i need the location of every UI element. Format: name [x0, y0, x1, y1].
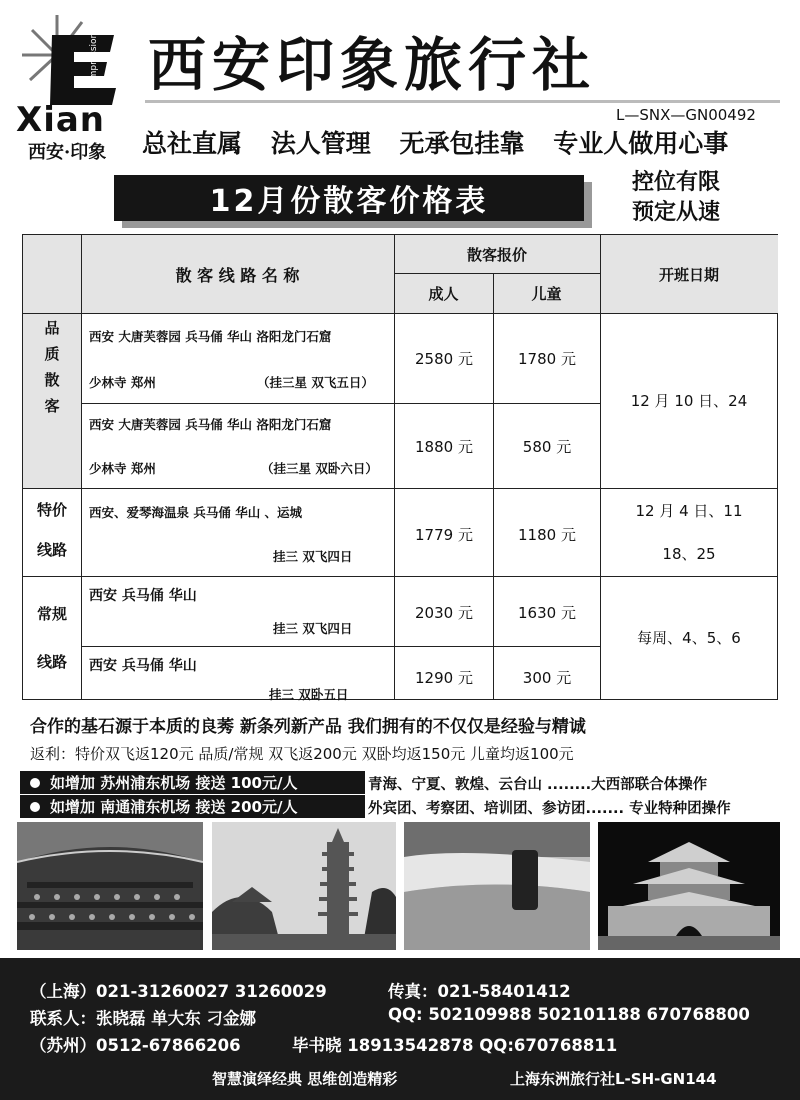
slogan-3: 无承包挂靠	[399, 129, 525, 158]
booking-notice-line2: 预定从速	[632, 200, 721, 225]
fax-number: 传真：021-58401412	[388, 982, 571, 1001]
license-number: L—SNX—GN00492	[616, 106, 756, 124]
quality-start-dates: 12 月 10 日、24	[630, 392, 748, 410]
photo-bell-tower	[598, 822, 780, 950]
booking-notice	[632, 168, 720, 228]
rebate-line: 返利：特价双飞返120元 品质/常规 双飞返200元 双卧均返150元 儿童均返100元	[30, 745, 574, 763]
route-1-adult-price: 2580 元	[415, 350, 473, 368]
route-2-line2: 少林寺 郑州	[89, 461, 156, 476]
category-special: 特价 线路	[36, 501, 67, 559]
route-4-adult-price: 2030 元	[415, 604, 473, 622]
booking-notice-line1: 控位有限	[632, 170, 721, 195]
logo-subtitle: 西安·印象	[28, 142, 107, 163]
special-ops-2: 外宾团、考察团、培训团、参访团....... 专业特种团操作	[368, 801, 731, 817]
route-1-line1: 西安 大唐芙蓉园 兵马俑 华山 洛阳龙门石窟	[89, 329, 332, 344]
title-divider	[145, 100, 780, 103]
route-3-adult-price: 1779 元	[415, 526, 473, 544]
qq-numbers: QQ: 502109988 502101188 670768800	[388, 1005, 750, 1024]
route-3-child-price: 1180 元	[518, 526, 576, 544]
route-3-line1: 西安、爱琴海温泉 兵马俑 华山 、运城	[89, 505, 303, 520]
bullet-icon	[30, 802, 40, 812]
route-5-line1: 西安 兵马俑 华山	[89, 658, 197, 674]
price-table	[22, 234, 778, 700]
svg-text:Impression: Impression	[89, 32, 99, 82]
footer-slogan: 智慧演绎经典 思维创造精彩	[212, 1070, 398, 1088]
category-quality: 品 质 散 客	[44, 319, 60, 415]
bullet-icon	[30, 778, 40, 788]
route-4-child-price: 1630 元	[518, 604, 576, 622]
special-ops-1: 青海、宁夏、敦煌、云台山 ........大西部联合体操作	[368, 777, 708, 793]
header-child: 儿童	[531, 284, 562, 303]
slogan-4: 专业人做用心事	[553, 129, 729, 158]
airport-transfer-1: 如增加 苏州浦东机场 接送 100元/人	[20, 771, 365, 794]
header-route-name: 散 客 线 路 名 称	[175, 265, 300, 285]
route-2-line1: 西安 大唐芙蓉园 兵马俑 华山 洛阳龙门石窟	[89, 417, 332, 432]
route-4-line1: 西安 兵马俑 华山	[89, 588, 197, 604]
airport-transfer-2: 如增加 南通浦东机场 接送 200元/人	[20, 795, 365, 818]
company-title: 西安印象旅行社	[148, 31, 597, 99]
contact-footer	[0, 958, 800, 1100]
suzhou-contact: 毕书晓 18913542878 QQ:670768811	[292, 1036, 618, 1055]
regular-start-dates: 每周、4、5、6	[637, 629, 741, 647]
header-start-date: 开班日期	[658, 265, 719, 284]
route-2-child-price: 580 元	[522, 438, 572, 456]
route-2-adult-price: 1880 元	[415, 438, 473, 456]
route-5-adult-price: 1290 元	[415, 669, 473, 687]
slogan-1: 总社直属	[142, 129, 243, 158]
suzhou-phone: （苏州）0512-67866206	[30, 1036, 241, 1055]
category-regular: 常规 线路	[36, 605, 67, 671]
photo-pagoda	[212, 822, 396, 950]
special-start-dates-2: 18、25	[662, 544, 716, 563]
contact-persons: 联系人：张晓磊 单大东 刁金娜	[30, 1009, 256, 1028]
slogan-row	[142, 124, 748, 160]
photo-terracotta-army	[17, 822, 203, 950]
route-3-note: 挂三 双飞四日	[273, 549, 353, 564]
agency-license: 上海东洲旅行社L-SH-GN144	[510, 1070, 717, 1088]
route-2-note: （挂三星 双卧六日）	[261, 461, 378, 476]
slogan-2: 法人管理	[270, 129, 371, 158]
route-5-note: 挂三 双卧五日	[269, 687, 349, 702]
route-1-line2: 少林寺 郑州	[89, 375, 156, 390]
special-start-dates-1: 12 月 4 日、11	[635, 501, 743, 520]
header-quote: 散客报价	[466, 245, 527, 264]
route-1-note: （挂三星 双飞五日）	[257, 375, 374, 390]
logo-wordmark: Xian	[16, 100, 106, 140]
price-table-banner: 12月份散客价格表	[114, 175, 584, 221]
route-1-child-price: 1780 元	[518, 350, 576, 368]
route-5-child-price: 300 元	[522, 669, 572, 687]
motto-line: 合作的基石源于本质的良莠 新条列新产品 我们拥有的不仅仅是经验与精诚	[30, 717, 586, 737]
photo-waterfall	[404, 822, 590, 950]
header-adult: 成人	[428, 284, 459, 303]
shanghai-phone: （上海）021-31260027 31260029	[30, 982, 327, 1001]
route-4-note: 挂三 双飞四日	[273, 621, 353, 636]
